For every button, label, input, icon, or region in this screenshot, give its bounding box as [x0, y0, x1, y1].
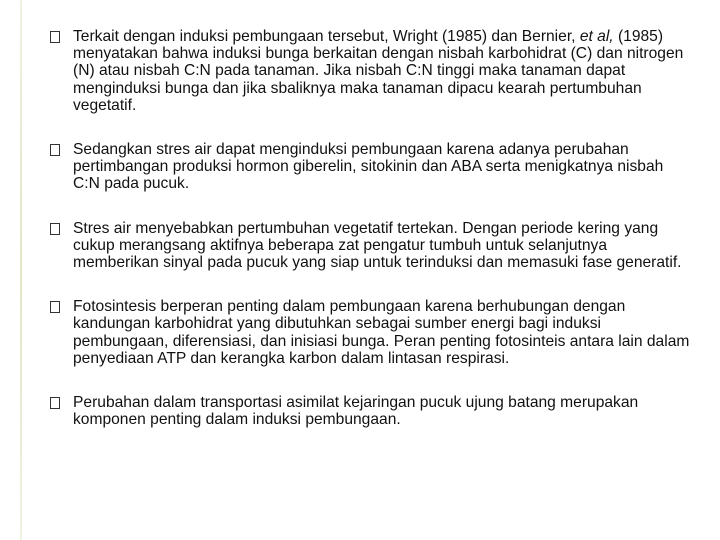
bullet-list — [44, 28, 694, 428]
bullet-box-icon — [50, 301, 60, 313]
bullet-text-1-emphasis: et al, — [579, 28, 614, 45]
bullet-item-1 — [44, 28, 694, 114]
bullet-item-3 — [44, 220, 694, 272]
bullet-text-1-pre: Terkait dengan induksi pembungaan tersebut, Wright (1985) dan Bernier, — [73, 28, 580, 45]
bullet-item-4 — [44, 298, 694, 367]
bullet-item-2 — [44, 141, 694, 193]
bullet-text-3: Stres air menyebabkan pertumbuhan vegetatif tertekan. Dengan periode kering yang cukup merangsang aktifnya beberapa zat pengatur tumbuh untuk selanjutnya memberikan sinyal pada pucuk yang siap untuk terinduksi dan memasuki fase generatif. — [73, 219, 682, 272]
bullet-box-icon — [50, 31, 60, 43]
bullet-text-4: Fotosintesis berperan penting dalam pembungaan karena berhubungan dengan kandungan karbohidrat yang dibutuhkan sebagai sumber energi bagi induksi pembungaan, diferensiasi, dan inisiasi bunga. Peran penting fotosinteis antara lain dalam penyediaan ATP dan kerangka karbon dalam lintasan respirasi. — [73, 298, 690, 367]
bullet-item-5 — [44, 394, 694, 428]
bullet-text-1-post: (1985) menyatakan bahwa induksi bunga berkaitan dengan nisbah karbohidrat (C) dan nitrogen (N) atau nisbah C:N pada tanaman. Jika nisbah C:N tinggi maka tanaman dapat menginduksi bunga dan jika sbaliknya maka tanaman dipacu kearah pertumbuhan vegetatif. — [73, 28, 684, 114]
bullet-text-1 — [73, 28, 683, 114]
bullet-box-icon — [50, 397, 60, 409]
left-decorative-rule — [20, 0, 22, 540]
bullet-box-icon — [50, 144, 60, 156]
bullet-text-2: Sedangkan stres air dapat menginduksi pembungaan karena adanya perubahan pertimbangan produksi hormon giberelin, sitokinin dan ABA serta menigkatnya nisbah C:N pada pucuk. — [73, 141, 664, 193]
bullet-box-icon — [50, 223, 60, 235]
bullet-text-5: Perubahan dalam transportasi asimilat kejaringan pucuk ujung batang merupakan komponen penting dalam induksi pembungaan. — [73, 394, 639, 429]
